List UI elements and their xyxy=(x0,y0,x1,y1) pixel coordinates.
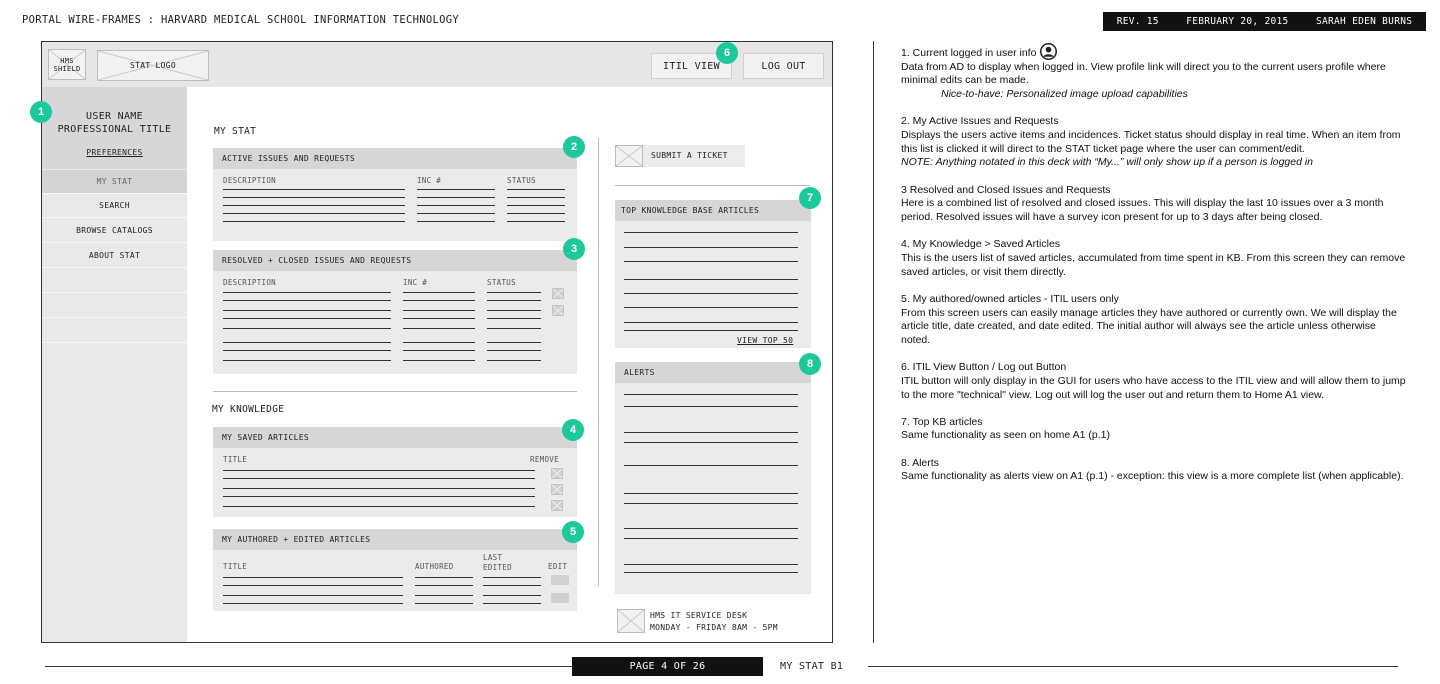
service-desk-icon xyxy=(617,609,645,633)
col-description: DESCRIPTION xyxy=(223,278,276,287)
note-1-body: Data from AD to display when logged in. View profile link will direct you to the current users profile where minimal edits can be made. xyxy=(901,60,1386,87)
revision-author: SARAH EDEN BURNS xyxy=(1315,16,1413,27)
stat-logo-label: STAT LOGO xyxy=(129,61,177,70)
submit-ticket-label: SUBMIT A TICKET xyxy=(651,151,728,160)
service-desk-text xyxy=(650,610,778,634)
note-2-extra: NOTE: Anything notated in this deck with “My...” will only show up if a person is logged in xyxy=(901,156,1314,169)
professional-title: PROFESSIONAL TITLE xyxy=(57,124,172,135)
nav-spacer xyxy=(42,294,187,318)
my-knowledge-heading: MY KNOWLEDGE xyxy=(212,404,285,415)
stat-logo-placeholder[interactable] xyxy=(97,50,209,81)
note-6-title: 6. ITIL View Button / Log out Button xyxy=(901,361,1067,374)
col-remove: REMOVE xyxy=(530,455,559,464)
col-inc: INC # xyxy=(403,278,428,287)
service-desk-name: HMS IT SERVICE DESK xyxy=(650,611,748,620)
sidebar xyxy=(42,87,187,643)
service-desk-hours: MONDAY - FRIDAY 8AM - 5PM xyxy=(650,623,778,632)
nav-browse-catalogs[interactable]: BROWSE CATALOGS xyxy=(42,219,187,243)
log-out-button[interactable]: LOG OUT xyxy=(743,53,824,79)
note-2 xyxy=(901,115,1406,170)
badge-5: 5 xyxy=(562,521,584,543)
user-name-text: USER NAME xyxy=(86,111,143,122)
ticket-icon xyxy=(615,145,643,167)
active-issues-panel xyxy=(213,148,577,241)
alerts-title: ALERTS xyxy=(615,362,811,383)
preferences-link[interactable]: PREFERENCES xyxy=(86,148,143,157)
revision-date: FEBRUARY 20, 2015 xyxy=(1186,16,1289,27)
note-8-body: Same functionality as alerts view on A1 (p.1) - exception: this view is a more complete list (when applicable). xyxy=(901,470,1404,483)
note-1-title: 1. Current logged in user info xyxy=(901,47,1037,59)
col-description: DESCRIPTION xyxy=(223,176,276,185)
note-7 xyxy=(901,416,1406,443)
view-top-link[interactable]: VIEW TOP 50 xyxy=(737,336,794,345)
saved-articles-panel xyxy=(213,427,577,517)
col-title: TITLE xyxy=(223,562,248,571)
saved-articles-title: MY SAVED ARTICLES xyxy=(213,427,577,448)
alerts-panel xyxy=(615,362,811,594)
resolved-issues-title: RESOLVED + CLOSED ISSUES AND REQUESTS xyxy=(213,250,577,271)
note-5-title: 5. My authored/owned articles - ITIL users only xyxy=(901,292,1119,305)
badge-8: 8 xyxy=(799,353,821,375)
wireframe-frame xyxy=(41,41,833,643)
col-edit: EDIT xyxy=(548,562,568,571)
remove-icon[interactable] xyxy=(551,468,563,479)
col-inc: INC # xyxy=(417,176,442,185)
user-info-box xyxy=(42,87,187,169)
authored-articles-title: MY AUTHORED + EDITED ARTICLES xyxy=(213,529,577,550)
note-4 xyxy=(901,238,1406,279)
col-title: TITLE xyxy=(223,455,248,464)
note-5 xyxy=(901,293,1406,348)
itil-view-button[interactable]: ITIL VIEW xyxy=(651,53,732,79)
note-1 xyxy=(901,43,1406,102)
note-7-title: 7. Top KB articles xyxy=(901,415,983,428)
col-last-edited: LAST EDITED xyxy=(483,553,512,572)
edit-button[interactable] xyxy=(551,575,569,585)
revision-number: REV. 15 xyxy=(1116,16,1159,27)
badge-2: 2 xyxy=(563,136,585,158)
note-4-title: 4. My Knowledge > Saved Articles xyxy=(901,238,1061,251)
edit-button[interactable] xyxy=(551,593,569,603)
column-divider xyxy=(598,138,599,586)
document-title: PORTAL WIRE-FRAMES : HARVARD MEDICAL SCHOOL INFORMATION TECHNOLOGY xyxy=(22,14,460,26)
note-4-body: This is the users list of saved articles, accumulated from time spent in KB. From this screen they can remove saved articles, or visit them directly. xyxy=(901,251,1406,278)
notes-panel xyxy=(901,43,1406,498)
authored-articles-panel xyxy=(213,529,577,611)
note-1-extra: Nice-to-have: Personalized image upload capabilities xyxy=(941,88,1188,101)
note-2-title: 2. My Active Issues and Requests xyxy=(901,115,1059,128)
note-6-body: ITIL button will only display in the GUI for users who have access to the ITIL view and will allow them to jump to the more "technical" view. Log out will log the user out and return them to Home A1 view. xyxy=(901,374,1406,401)
top-bar xyxy=(42,42,832,87)
notes-separator xyxy=(873,41,874,643)
badge-7: 7 xyxy=(799,187,821,209)
page-name: MY STAT B1 xyxy=(780,661,844,672)
col-status: STATUS xyxy=(487,278,516,287)
top-kb-title: TOP KNOWLEDGE BASE ARTICLES xyxy=(615,200,811,221)
note-6 xyxy=(901,361,1406,402)
nav-about-stat[interactable]: ABOUT STAT xyxy=(42,244,187,268)
nav-my-stat[interactable]: MY STAT xyxy=(42,170,187,194)
note-2-body: Displays the users active items and incidences. Ticket status should display in real time. When an item from this list is clicked it will direct to the STAT ticket page where the user can comment/edit. xyxy=(901,129,1401,155)
badge-6: 6 xyxy=(716,42,738,64)
nav-search[interactable]: SEARCH xyxy=(42,194,187,218)
note-8 xyxy=(901,457,1406,484)
resolved-issues-panel xyxy=(213,250,577,374)
badge-4: 4 xyxy=(562,419,584,441)
my-stat-heading: MY STAT xyxy=(214,126,257,137)
nav-spacer xyxy=(42,319,187,343)
col-status: STATUS xyxy=(507,176,536,185)
remove-icon[interactable] xyxy=(551,484,563,495)
note-3-body: Here is a combined list of resolved and closed issues. This will display the last 10 issues over a 3 month period. Resolved issues will have a survey icon present for up to 3 days after being closed. xyxy=(901,197,1384,224)
remove-icon[interactable] xyxy=(551,500,563,511)
hms-shield-placeholder[interactable] xyxy=(48,49,86,80)
hms-shield-label: HMS SHIELD xyxy=(53,56,81,73)
footer-line-right xyxy=(868,666,1398,667)
divider xyxy=(615,185,810,186)
service-desk-info xyxy=(617,609,817,633)
badge-1: 1 xyxy=(30,101,52,123)
submit-ticket-button[interactable] xyxy=(615,145,745,167)
divider xyxy=(213,391,577,392)
active-issues-title: ACTIVE ISSUES AND REQUESTS xyxy=(213,148,577,169)
nav-spacer xyxy=(42,269,187,293)
note-3-title: 3 Resolved and Closed Issues and Requests xyxy=(901,183,1111,196)
user-avatar-icon xyxy=(1040,43,1057,60)
user-name xyxy=(42,110,187,136)
note-8-title: 8. Alerts xyxy=(901,456,939,469)
note-3 xyxy=(901,184,1406,225)
survey-icon[interactable] xyxy=(552,305,564,316)
revision-bar xyxy=(1103,12,1426,31)
top-kb-panel xyxy=(615,200,811,348)
survey-icon[interactable] xyxy=(552,288,564,299)
col-authored: AUTHORED xyxy=(415,562,454,571)
badge-3: 3 xyxy=(563,238,585,260)
note-5-body: From this screen users can easily manage articles they have authored or currently own. We will display the article title, date created, and date edited. The initial author will always see the article unless otherwise noted. xyxy=(901,306,1397,346)
note-7-body: Same functionality as seen on home A1 (p.1) xyxy=(901,429,1110,442)
page-number: PAGE 4 OF 26 xyxy=(572,657,763,676)
footer-line-left xyxy=(45,666,572,667)
